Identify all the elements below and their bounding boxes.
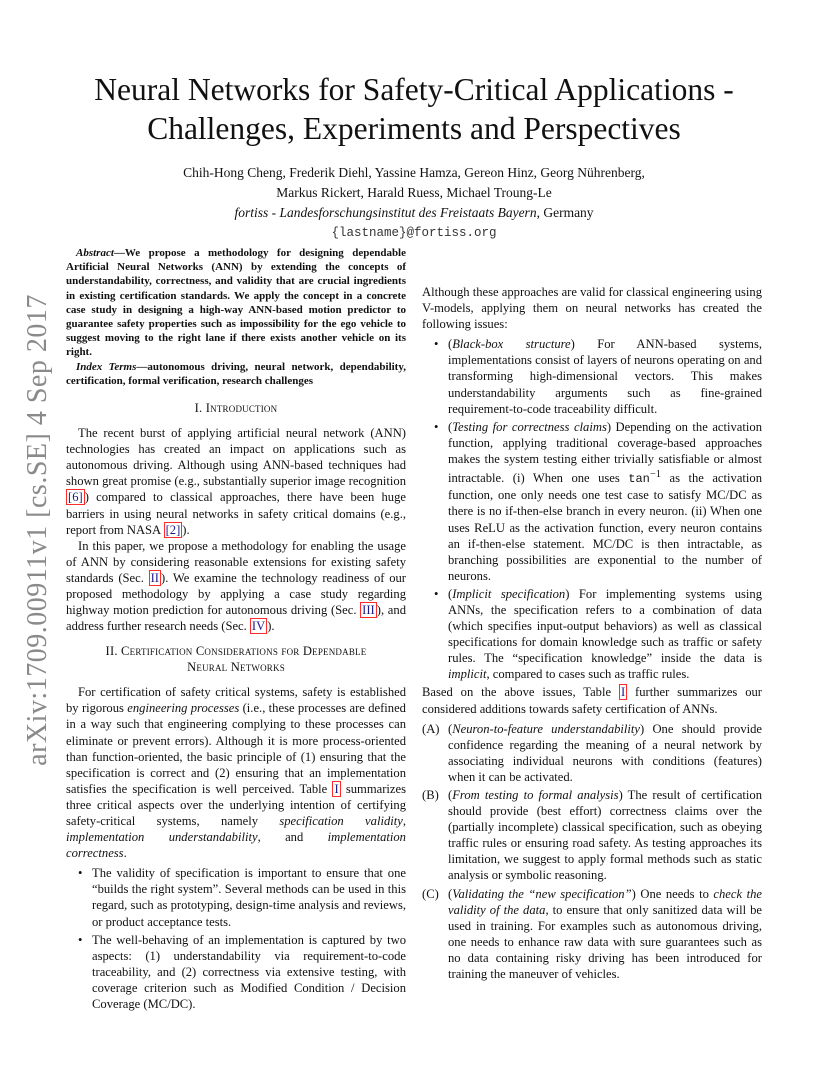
item-text: ) One needs to xyxy=(631,886,714,901)
section-link[interactable]: II xyxy=(150,570,159,585)
citation-link[interactable]: [6] xyxy=(68,490,83,505)
authors-line-2: Markus Rickert, Harald Ruess, Michael Troung-Le xyxy=(276,185,552,200)
text-span: , xyxy=(402,814,406,828)
issue-text: ) For ANN-based systems, implementations consist of layers of neurons operating on and transforming high-dimensional vectors. This makes understandability arguments such as fine-grained requirement-to-code traceability difficult. xyxy=(448,337,763,416)
intro-paragraph-1 xyxy=(66,425,406,538)
left-column xyxy=(66,246,406,1014)
list-item: (B) (From testing to formal analysis) The result of certification should provide (best effort) correctness claims over the (partially incomplete) classical specification, such as obeying traffic rules or ensuring road safety. As testing approaches its limitation, we suggest to apply formal methods such as static analysis or symbolic reasoning. xyxy=(422,788,762,883)
issues-list xyxy=(422,336,762,682)
index-terms-label: Index Terms xyxy=(76,360,137,373)
item-label: Validating the “new specification” xyxy=(452,886,632,901)
emphasis: implementation understandability xyxy=(66,830,258,845)
issue-label: Testing for correctness claims xyxy=(452,419,607,434)
affiliation-country: , Germany xyxy=(536,205,594,220)
emphasis: implicit xyxy=(448,667,487,682)
affiliation-name: fortiss - Landesforschungsinstitut des Freistaats Bayern xyxy=(234,205,537,220)
arxiv-identifier: arXiv:1709.00911v1 [cs.SE] 4 Sep 2017 xyxy=(22,294,53,766)
text-span: summarizes three critical aspects over the underlying intention of certifying safety-critical systems, namely xyxy=(66,781,406,828)
right-column xyxy=(422,284,762,984)
index-terms-text: —autonomous driving, neural network, dependability, certification, formal verification, research challenges xyxy=(66,360,406,387)
list-marker: (C) xyxy=(422,886,439,901)
bullet-icon: • xyxy=(434,419,439,434)
list-item xyxy=(66,932,406,1012)
list-marker: (B) xyxy=(422,788,439,802)
citation-link[interactable]: [2] xyxy=(165,522,181,537)
intro-paragraph-2 xyxy=(66,538,406,635)
section-link[interactable]: IV xyxy=(251,619,266,634)
issue-text: , compared to cases such as traffic rules. xyxy=(486,667,690,682)
math-exponent: −1 xyxy=(649,469,662,481)
list-item-text: The validity of specification is important to ensure that one “builds the right system”. Several methods can be used in this regard, such as prototyping, design-time analysis and reviews, or product acceptance tests. xyxy=(92,866,406,929)
index-terms xyxy=(66,360,406,388)
emphasis: specification validity xyxy=(279,814,403,828)
text-span: (i.e., these processes are defined in a way such that engineering complying to these processes can eliminate or prevent errors). Although it is more process-oriented than function-oriented, the basic principle of (1) ensuring that the specification is correct and (2) ensuring that an implementation satisfies the specification is well perceived. Table xyxy=(66,701,406,796)
bullet-icon: • xyxy=(434,337,439,352)
item-label: Neuron-to-feature understandability xyxy=(452,721,641,736)
emphasis: check the validity of the data xyxy=(448,886,762,917)
issue-label: Implicit specification xyxy=(452,586,566,601)
text-span: ). We examine the technology readiness of our proposed methodology by applying a case study regarding highway motion prediction for autonomous driving (Sec. xyxy=(66,570,406,618)
item-text: , to ensure that only sanitized data will be used in training. For examples such as autonomous driving, one needs to enhance raw data with sure guarantees such as no data containing risky driving has been introduced for training the maneuver of vehicles. xyxy=(448,902,762,982)
issues-intro: Although these approaches are valid for classical engineering using V-models, applying them on neural networks has created the following issues: xyxy=(422,285,762,332)
heading-line: II. Certification Considerations for Dependable xyxy=(105,644,367,659)
issue-label: Black-box structure xyxy=(452,337,571,352)
abstract xyxy=(66,246,406,360)
list-item: (A) (Neuron-to-feature understandability) One should provide confidence regarding the meaning of a neural network by associating individual neurons with conditions (features) when it can be activated. xyxy=(422,721,762,784)
text-span: ). xyxy=(182,522,190,537)
section-link[interactable]: III xyxy=(362,603,375,618)
list-item: (C) (Validating the “new specification”) One needs to check the validity of the data, to ensure that only sanitized data will be used in training. For examples such as autonomous driving, one needs to enhance raw data with sure guarantees such as no data containing risky driving has been introduced for training the maneuver of vehicles. xyxy=(422,886,762,982)
list-item: • (Testing for correctness claims) Depending on the activation function, applying traditional coverage-based approaches makes the system testing either trivially satisfiable or almost intractable. (i) When one uses $\tan^{-1}$ as the activation function, one only needs one test case to satisfy MC/DC as there is no if-then-else branch in every neuron. (ii) When one uses ReLU as the activation function, every neuron contains an if-then-else statement. MC/DC is then intractable, as branching possibilities are exponential to the number of neurons. xyxy=(434,419,762,583)
title-line-1: Neural Networks for Safety-Critical Applications - xyxy=(94,72,734,107)
summary-paragraph xyxy=(422,684,762,716)
bullet-icon: • xyxy=(78,866,83,881)
table-link[interactable]: I xyxy=(334,781,339,796)
issue-text: ) Depending on the activation function, applying traditional coverage-based approaches makes the system testing either trivially satisfiable or almost intractable. (i) When one uses xyxy=(448,419,762,486)
text-span: ). xyxy=(267,619,275,634)
list-item-text: The well-behaving of an implementation is captured by two aspects: (1) understandability via requirement-to-code traceability, and (2) correctness via extensive testing, with coverage criterion such as Modified Condition / Decision Coverage (MC/DC). xyxy=(92,932,406,1012)
list-item: • (Implicit specification) For implementing systems using ANNs, the specification refers to a combination of data (which specifies input-output behaviors) as well as classical specifications for domain knowledge such as traffic or safety rules. The “specification knowledge” inside the data is implicit, compared to cases such as traffic rules. xyxy=(434,586,762,682)
certification-paragraph xyxy=(66,684,406,861)
title-line-2: Challenges, Experiments and Perspectives xyxy=(147,111,681,146)
list-marker: (A) xyxy=(422,721,440,736)
affiliation xyxy=(60,203,768,223)
text-span: further summarizes our considered additions towards safety certification of ANNs. xyxy=(422,685,762,716)
heading-line: Neural Networks xyxy=(187,660,285,675)
paper-title xyxy=(60,70,768,148)
math-function: tan xyxy=(628,472,650,487)
authors-line-1: Chih-Hong Cheng, Frederik Diehl, Yassine Hamza, Gereon Hinz, Georg Nührenberg, xyxy=(183,165,645,180)
abstract-label: Abstract xyxy=(76,247,114,259)
section-heading-introduction: I. Introduction xyxy=(194,401,278,416)
text-span: Based on the above issues, Table xyxy=(422,685,619,700)
issue-text: as the activation function, one only needs one test case to satisfy MC/DC as there is no if-then-else branch in every neuron. (ii) When one uses ReLU as the activation function, every neuron contains an if-then-else statement. MC/DC is then intractable, as branching possibilities are exponential to the number of neurons. xyxy=(448,471,762,583)
emphasis: implementation correctness xyxy=(66,830,406,861)
list-item xyxy=(66,865,406,929)
text-span: The recent burst of applying artificial neural network (ANN) technologies has created an impact on applications such as autonomous driving. Although using ANN-based techniques had shown great promise (e.g., substantially superior image recognition xyxy=(66,426,406,489)
table-link[interactable]: I xyxy=(620,685,626,700)
author-block xyxy=(60,163,768,243)
author-email: {lastname}@fortiss.org xyxy=(331,226,497,240)
item-text: ) The result of certification should provide (best effort) correctness claims over the (partially incomplete) classical specification, such as obeying traffic rules or ensuring road safety. As testing approaches its limitation, we suggest to apply formal methods such as static analysis or symbolic reasoning. xyxy=(448,788,762,883)
arxiv-sidebar xyxy=(22,294,53,766)
text-span: In this paper, we propose a methodology for enabling the usage of ANN by considering reasonable extensions for existing safety standards (Sec. xyxy=(66,538,406,585)
bullet-icon: • xyxy=(78,932,83,947)
emphasis: engineering processes xyxy=(127,701,240,716)
additions-list xyxy=(422,721,762,983)
text-span: , and xyxy=(257,830,328,845)
text-span: ), and address further research needs (Sec. xyxy=(66,603,406,634)
abstract-text: —We propose a methodology for designing dependable Artificial Neural Networks (ANN) by extending the concepts of understandability, correctness, and validity that are crucial ingredients in existing certification standards. We apply the concept in a concrete case study in designing a high-way ANN-based motion predictor to guarantee safety properties such as impossibility for the ego vehicle to suggest moving to the right lane if there exists another vehicle on its right. xyxy=(66,247,406,359)
section-heading-certification xyxy=(66,643,406,675)
item-label: From testing to formal analysis xyxy=(452,788,619,802)
item-text: ) One should provide confidence regarding the meaning of a neural network by associating individual neurons with conditions (features) when it can be activated. xyxy=(448,721,762,784)
list-item: • (Black-box structure) For ANN-based systems, implementations consist of layers of neurons operating on and transforming high-dimensional vectors. This makes understandability arguments such as fine-grained requirement-to-code traceability difficult. xyxy=(434,337,763,416)
text-span: For certification of safety critical systems, safety is established by rigorous xyxy=(66,685,406,716)
text-span: . xyxy=(123,846,127,861)
bullet-icon: • xyxy=(434,586,439,601)
text-span: ) compared to classical approaches, there have been huge barriers in using neural networks in safety critical domains (e.g., report from NASA xyxy=(66,490,406,537)
certification-bullets xyxy=(66,865,406,1012)
issue-text: ) For implementing systems using ANNs, the specification refers to a combination of data (which specifies input-output behaviors) as well as classical specifications for domain knowledge such as traffic or safety rules. The “specification knowledge” inside the data is xyxy=(448,586,762,666)
